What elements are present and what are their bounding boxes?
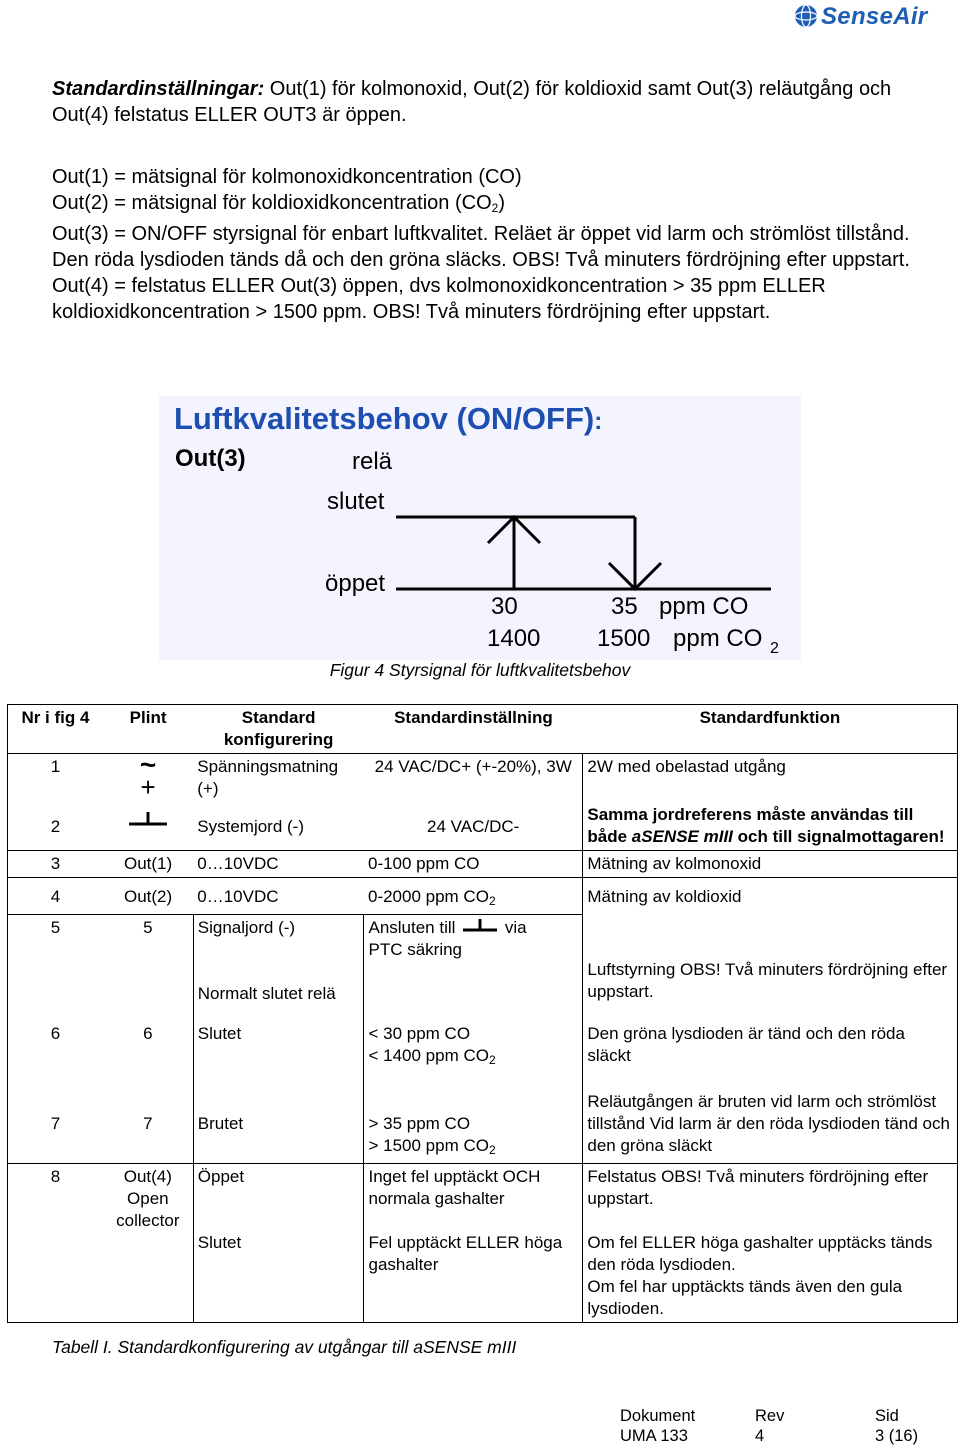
ground-symbol	[103, 802, 193, 851]
table-header-row	[8, 705, 958, 754]
co2-unit: ppm CO	[673, 625, 763, 652]
out1-text: Out(1) = mätsignal för kolmonoxidkoncentration (CO)	[52, 166, 522, 188]
out2-text: Out(2) = mätsignal för koldioxidkoncentration $(CO_2)$	[52, 192, 505, 215]
senseair-logo	[793, 2, 958, 32]
config-table	[7, 704, 958, 1323]
co2-subscript: 2	[770, 640, 779, 657]
rev-label: Rev	[755, 1407, 785, 1425]
table-row: 5 5 Signaljord (-) Normalt slutet relä Ansluten till via PTC säkring Luftstyrning OBS! Två minuters fördröjning efter uppstart.	[8, 915, 958, 1008]
table-row: 2 Systemjord (-) 24 VAC/DC- Samma jordreferens måste användas till både aSENSE mIII och till signalmottagaren!	[8, 802, 958, 851]
out3-label: Out(3)	[175, 445, 246, 472]
out3-text: Out(3) = ON/OFF styrsignal för enbart luftkvalitet. Reläet är öppet vid larm och strömlöst tillstånd. Den röda lysdioden tänds då och den gröna släcks. OBS! Två minuters fördröjning efter uppstart.	[52, 223, 910, 271]
header-config: Standard konfigurering	[193, 705, 364, 754]
logo-text: SenseAir	[821, 3, 928, 30]
header-function: Standardfunktion	[583, 705, 958, 754]
row2-function: Samma jordreferens måste användas till både aSENSE mIII och till signalmottagaren!	[583, 802, 958, 851]
tick-co-high: 35	[611, 593, 638, 620]
relay-diagram	[159, 396, 801, 660]
ac-power-symbol: ~ +	[139, 749, 157, 802]
page-footer	[620, 1406, 918, 1446]
co-unit: ppm CO	[659, 593, 749, 620]
lead-label: Standardinställningar:	[52, 78, 265, 100]
doc-label: Dokument	[620, 1407, 696, 1425]
table-row: 4 Out(2) 0…10VDC 0-2000 ppm $CO_2$ Mätning av koldioxid	[8, 878, 958, 915]
tick-co-low: 30	[491, 593, 518, 620]
figure-caption: Figur 4 Styrsignal för luftkvalitetsbehov	[329, 660, 631, 680]
table-caption: Tabell I. Standardkonfigurering av utgångar till aSENSE mIII	[52, 1337, 517, 1357]
header-setting: Standardinställning	[364, 705, 583, 754]
sid-label: Sid	[875, 1407, 899, 1425]
table-row: 3 Out(1) 0…10VDC 0-100 ppm CO Mätning av kolmonoxid	[8, 851, 958, 878]
out4-text: Out(4) = felstatus ELLER Out(3) öppen, dvs kolmonoxidkoncentration > 35 ppm ELLER koldioxidkoncentration > 1500 ppm. OBS! Två minuters fördröjning efter uppstart.	[52, 275, 826, 323]
intro-section	[52, 76, 912, 325]
ground-icon	[460, 918, 500, 934]
table-row: 8 Out(4) Open collector Öppet Slutet Inget fel upptäckt OCH normala gashalter Fel upptäckt ELLER höga gashalter Felstatus OBS! Två minuters fördröjning efter uppstart. Om fel ELLER höga gashalter upptäcks tänds den röda lysdioden. Om fel har upptäckts tänds även den gula lysdioden.	[8, 1164, 958, 1323]
header-plint: Plint	[103, 705, 193, 754]
header-nr: Nr i fig 4	[8, 705, 103, 754]
figure-title: Luftkvalitetsbehov (ON/OFF):	[174, 401, 603, 436]
globe-icon	[793, 2, 823, 32]
lead-text: Out(1) för kolmonoxid, Out(2) för koldioxid samt Out(3) reläutgång och Out(4) felstatus ELLER OUT3 är öppen.	[52, 78, 892, 126]
slutet-label: slutet	[327, 488, 385, 515]
doc-value: UMA 133	[620, 1427, 688, 1445]
tick-co2-high: 1500	[597, 625, 651, 652]
tick-co2-low: 1400	[487, 625, 541, 652]
oppet-label: öppet	[325, 570, 386, 597]
rev-value: 4	[755, 1427, 765, 1445]
table-row: 1 ~ + Spänningsmatning (+) 24 VAC/DC+ (+-20%), 3W 2W med obelastad utgång	[8, 754, 958, 803]
table-row: 7 7 Brutet > 35 ppm CO > 1500 ppm $CO_2$ Reläutgången är bruten vid larm och strömlöst tillstånd Vid larm är den röda lysdioden tänd och den gröna släckt	[8, 1073, 958, 1164]
rela-label: relä	[352, 448, 393, 475]
relay-diagram-svg	[159, 396, 801, 660]
table-row: 6 6 Slutet < 30 ppm CO < 1400 ppm $CO_2$ Den gröna lysdioden är tänd och den röda släckt	[8, 1007, 958, 1073]
intro-lead	[52, 76, 912, 128]
sid-value: 3 (16)	[875, 1427, 919, 1445]
